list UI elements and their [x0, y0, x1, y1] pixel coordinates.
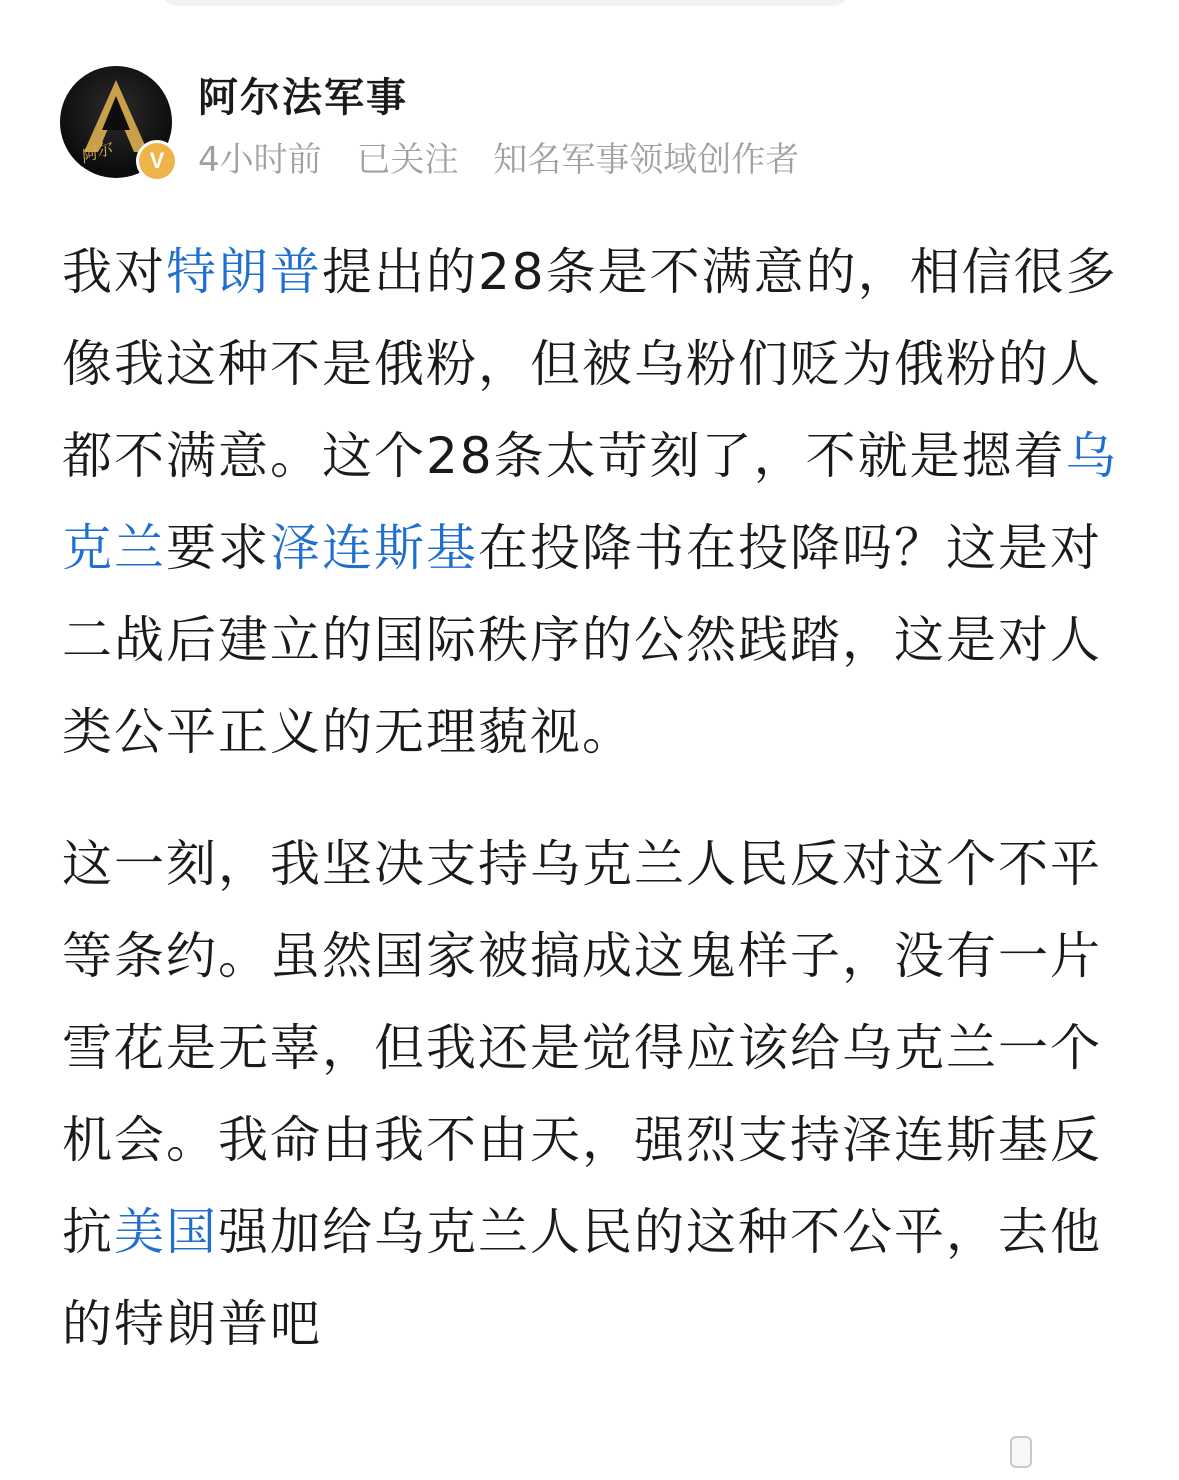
author-name[interactable]: 阿尔法军事	[198, 75, 408, 121]
topic-link-zelensky[interactable]: 泽连斯基	[270, 519, 478, 577]
author-description: 知名军事领域创作者	[493, 140, 800, 180]
post-paragraph	[62, 226, 1122, 778]
verified-badge-icon: V	[136, 140, 178, 182]
post-text: 提出的28条是不满意的，相信很多像我这种不是俄粉，但被乌粉们贬为俄粉的人都不满意。这个28条太苛刻了，不就是摁着	[62, 243, 1118, 485]
topic-link-ukraine[interactable]: 乌克兰	[62, 427, 1118, 577]
topic-link-trump[interactable]: 特朗普	[166, 243, 322, 301]
post-text: 我对	[62, 243, 166, 301]
topic-link-usa[interactable]: 美国	[114, 1203, 218, 1261]
post-meta	[198, 132, 823, 181]
post-time: 4小时前	[198, 140, 322, 180]
follow-status[interactable]: 已关注	[356, 140, 459, 180]
post-header	[60, 66, 1120, 186]
post-text: 在投降书在投降吗？这是对二战后建立的国际秩序的公然践踏，这是对人类公平正义的无理藐视。	[62, 519, 1102, 761]
post-text: 要求	[166, 519, 270, 577]
scroll-indicator-icon	[1010, 1436, 1032, 1468]
post-paragraph	[62, 818, 1122, 1370]
avatar-signature: 阿尔	[78, 138, 115, 167]
post-text: 这一刻，我坚决支持乌克兰人民反对这个不平等条约。虽然国家被搞成这鬼样子，没有一片雪花是无辜，但我还是觉得应该给乌克兰一个机会。我命由我不由天，强烈支持泽连斯基反抗	[62, 835, 1102, 1261]
post-text: 强加给乌克兰人民的这种不公平，去他的特朗普吧	[62, 1203, 1102, 1353]
post-body	[62, 226, 1122, 1370]
search-bar-remnant[interactable]	[160, 0, 850, 6]
